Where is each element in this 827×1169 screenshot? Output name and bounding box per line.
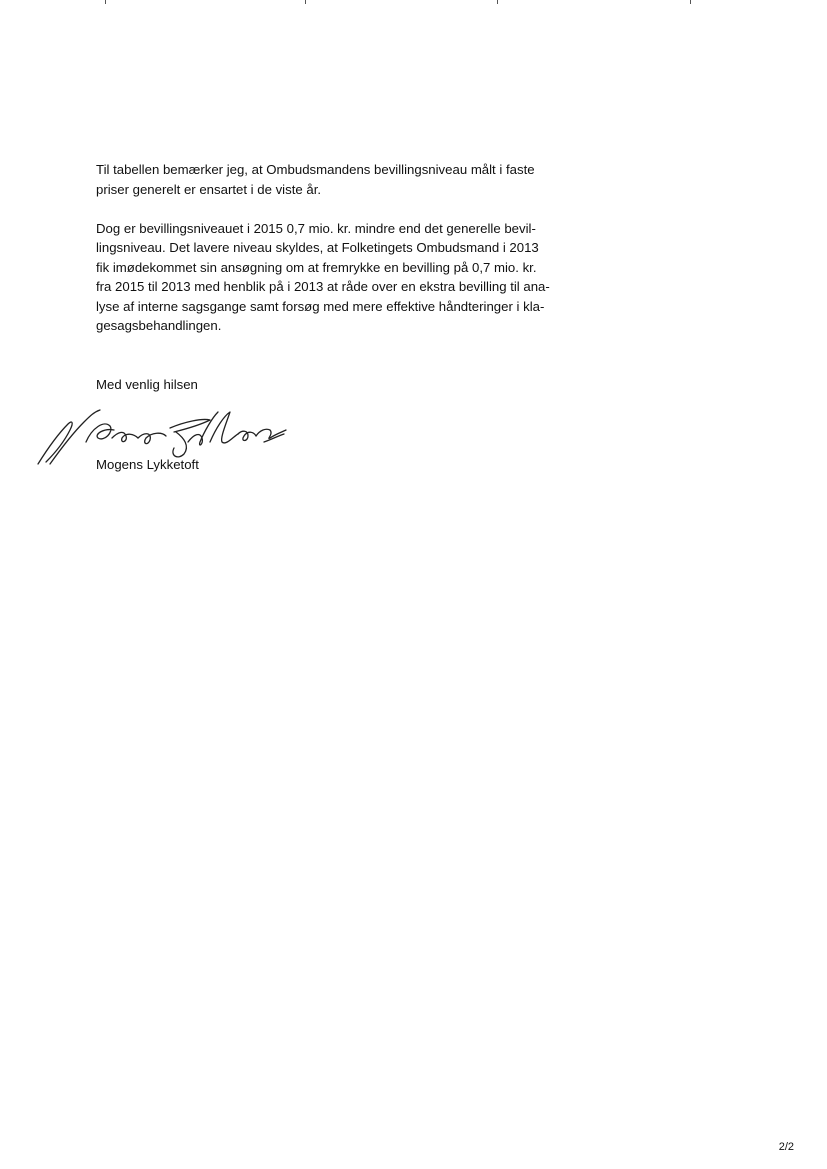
cutoff-mark: [105, 0, 106, 4]
letter-body: [96, 160, 596, 355]
signer-name: Mogens Lykketoft: [96, 457, 199, 472]
text-line: Til tabellen bemærker jeg, at Ombudsmandens bevillingsniveau målt i faste: [96, 162, 535, 177]
paragraph-budget-explanation: [96, 219, 596, 336]
text-line: priser generelt er ensartet i de viste år.: [96, 181, 322, 197]
text-line: lingsniveau. Det lavere niveau skyldes, at Folketingets Ombudsmand i 2013: [96, 240, 539, 255]
text-line: fra 2015 til 2013 med henblik på i 2013 at råde over en ekstra bevilling til ana-: [96, 279, 550, 294]
cutoff-mark: [305, 0, 306, 4]
paragraph-table-remark: [96, 160, 596, 199]
text-line: lyse af interne sagsgange samt forsøg med mere effektive håndteringer i kla-: [96, 298, 545, 314]
closing-phrase: Med venlig hilsen: [96, 377, 198, 392]
text-line: gesagsbehandlingen.: [96, 318, 222, 333]
cutoff-mark: [690, 0, 691, 4]
previous-page-cutoff-marks: [0, 0, 827, 6]
cutoff-mark: [497, 0, 498, 4]
text-line: fik imødekommet sin ansøgning om at fremrykke en bevilling på 0,7 mio. kr.: [96, 259, 537, 275]
page-number: 2/2: [778, 1141, 794, 1153]
text-line: Dog er bevillingsniveauet i 2015 0,7 mio. kr. mindre end det generelle bevil-: [96, 220, 536, 236]
